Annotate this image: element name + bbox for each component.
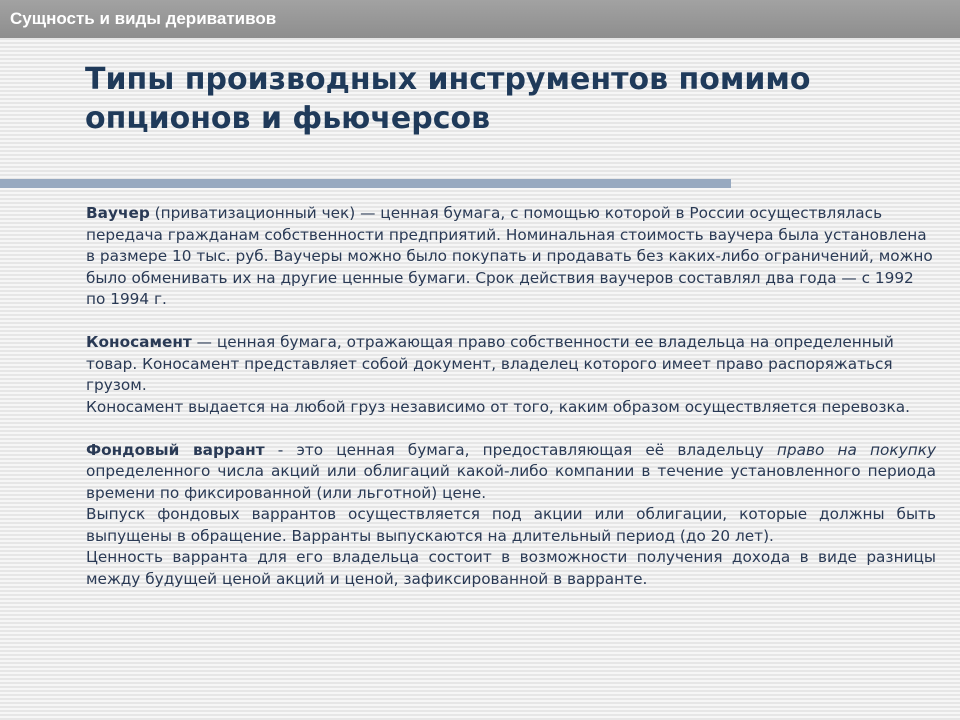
bill-of-lading-definition: — ценная бумага, отражающая право собственности ее владельца на определенный товар. Коносамент представляет собой документ, владелец которого имеет право распоряжаться грузом. [86, 333, 894, 394]
title-divider [0, 179, 731, 188]
slide-content [86, 203, 936, 590]
warrant-definition-start: - это ценная бумага, предоставляющая её владельцу [264, 440, 777, 459]
warrant-definition-end: определенного числа акций или облигаций какой-либо компании в течение установленного периода времени по фиксированной (или льготной) цене. [86, 462, 936, 502]
slide-title-line1: Типы производных инструментов помимо [85, 62, 811, 97]
bill-of-lading-term: Коносамент [86, 333, 192, 351]
voucher-term: Ваучер [86, 204, 150, 222]
warrant-emphasis: право на покупку [776, 440, 937, 459]
slide-title [85, 60, 905, 138]
slide-title-line2: опционов и фьючерсов [85, 101, 491, 136]
voucher-paragraph [86, 203, 936, 311]
header-title: Сущность и виды деривативов [10, 9, 277, 28]
warrant-paragraph-3: Ценность варранта для его владельца состоит в возможности получения дохода в виде разницы между будущей ценой акций и ценой, зафиксированной в варранте. [86, 548, 936, 588]
voucher-definition: (приватизационный чек) — ценная бумага, с помощью которой в России осуществлялась передача гражданам собственности предприятий. Номинальная стоимость ваучера была установлена в размере 10 тыс. руб. Ваучеры можно было покупать и продавать без каких-либо ограничений, можно было обменивать их на другие ценные бумаги. Срок действия ваучеров составлял два года — с 1992 по 1994 г. [86, 204, 933, 308]
bill-of-lading-paragraph [86, 332, 936, 397]
header-bar [0, 0, 960, 38]
warrant-paragraph [86, 440, 936, 505]
bill-of-lading-paragraph-2: Коносамент выдается на любой груз независимо от того, каким образом осуществляется перевозка. [86, 397, 910, 416]
warrant-paragraph-2: Выпуск фондовых варрантов осуществляется под акции или облигации, которые должны быть выпущены в обращение. Варранты выпускаются на длительный период (до 20 лет). [86, 505, 936, 545]
warrant-term: Фондовый варрант [86, 440, 265, 459]
